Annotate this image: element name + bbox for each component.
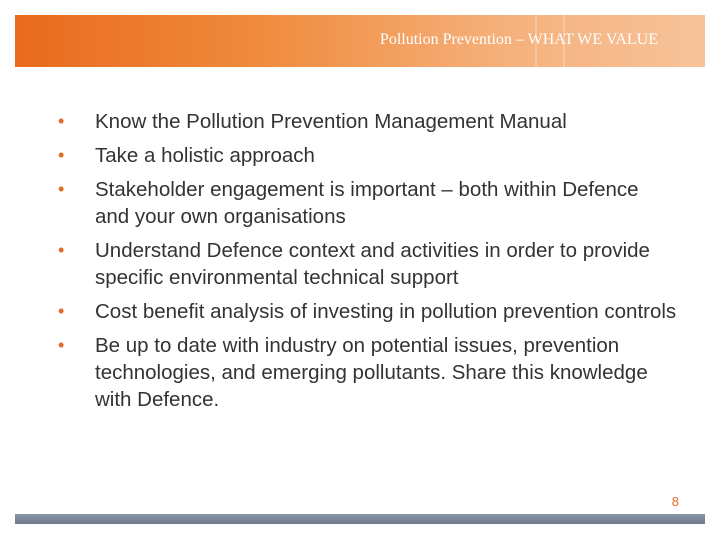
bullet-text: Take a holistic approach <box>95 144 315 167</box>
bullet-item <box>58 298 678 325</box>
bullet-icon: • <box>58 240 65 260</box>
bullet-item <box>58 237 678 291</box>
bullet-icon: • <box>58 301 65 321</box>
bullet-item <box>58 142 678 169</box>
bullet-text: Know the Pollution Prevention Management Manual <box>95 110 567 133</box>
bullet-item <box>58 108 678 135</box>
bullet-text: Be up to date with industry on potential issues, prevention technologies, and emerging pollutants. Share this knowledge with Defence. <box>95 334 648 411</box>
bullet-icon: • <box>58 335 65 355</box>
page-number: 8 <box>671 494 679 509</box>
slide-title: Pollution Prevention – WHAT WE VALUE <box>379 31 658 48</box>
bullet-item <box>58 332 678 413</box>
footer-bar <box>15 514 705 524</box>
bullet-icon: • <box>58 179 65 199</box>
bullet-list <box>58 108 678 420</box>
title-banner <box>15 15 705 67</box>
bullet-icon: • <box>58 111 65 131</box>
bullet-item <box>58 176 678 230</box>
bullet-text: Stakeholder engagement is important – both within Defence and your own organisations <box>95 178 639 228</box>
bullet-icon: • <box>58 145 65 165</box>
bullet-text: Cost benefit analysis of investing in pollution prevention controls <box>95 300 677 323</box>
bullet-text: Understand Defence context and activities in order to provide specific environmental technical support <box>95 239 650 289</box>
